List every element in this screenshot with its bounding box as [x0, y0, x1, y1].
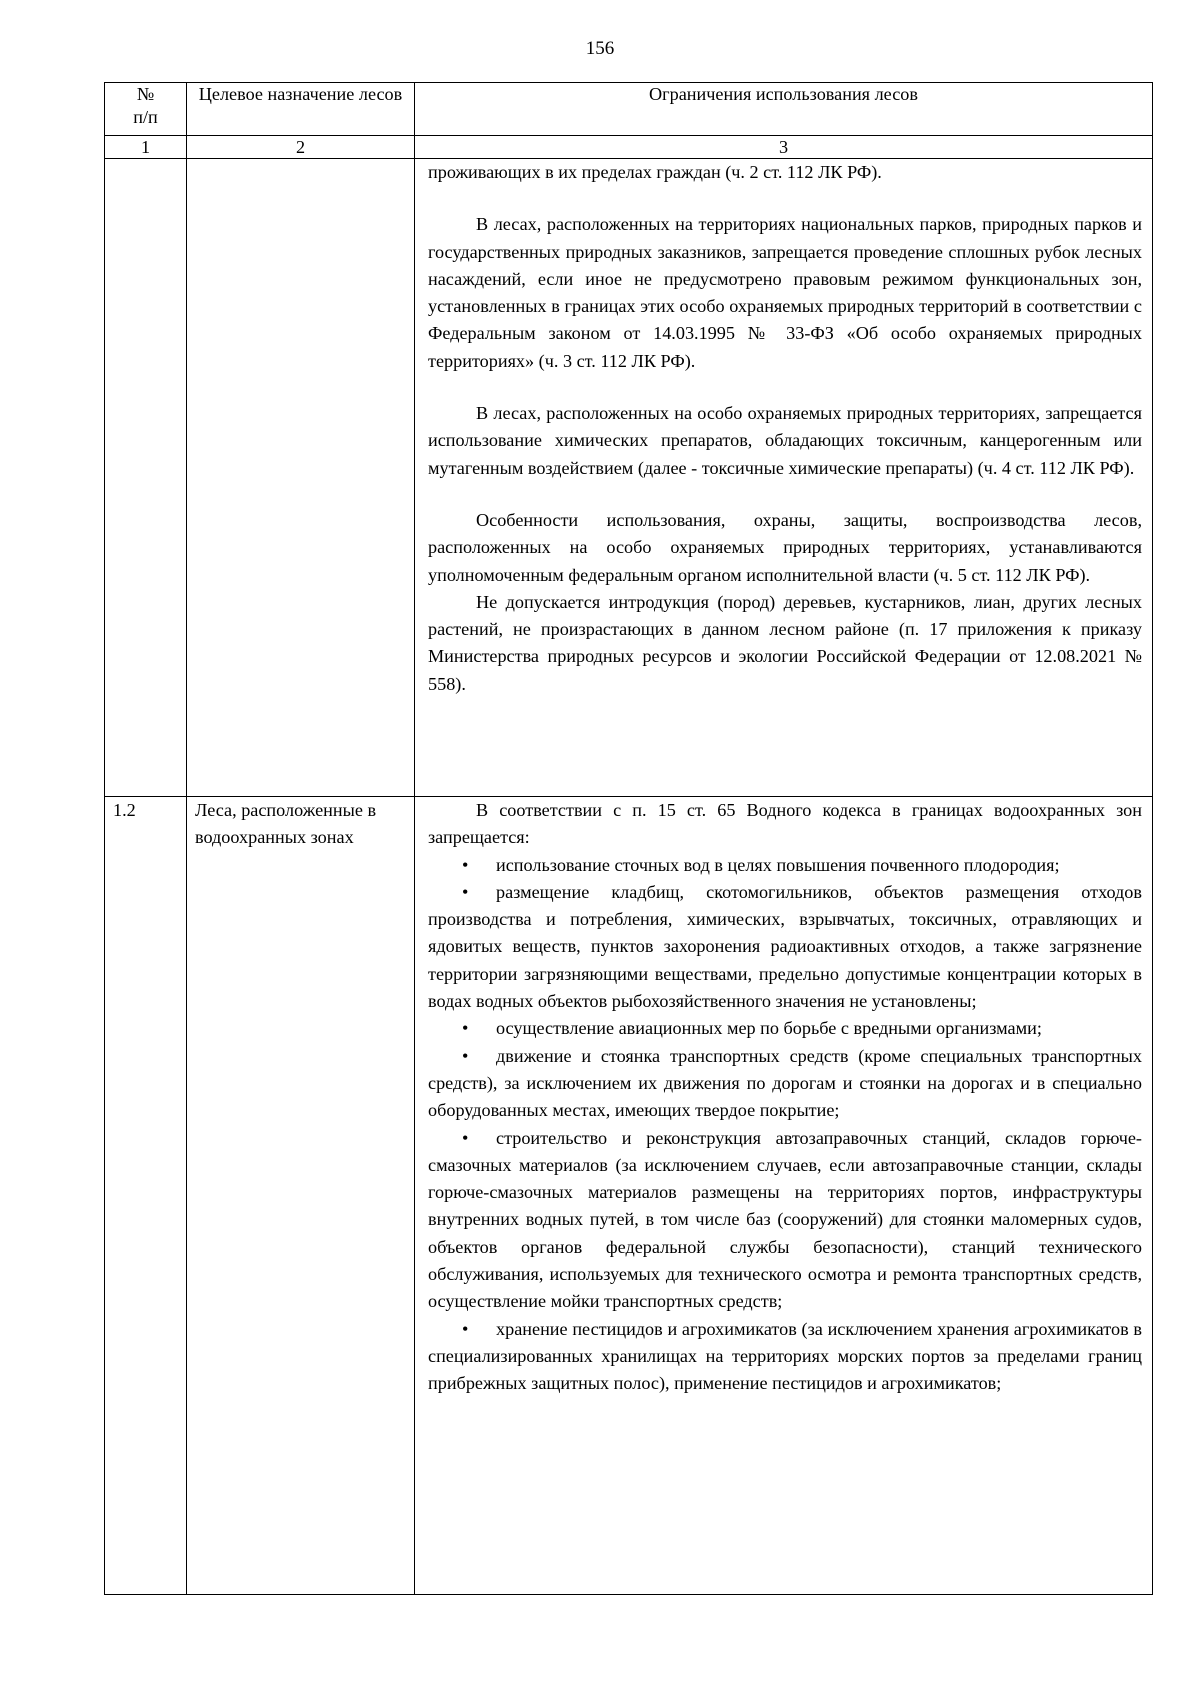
bullet-text: движение и стоянка транспортных средств (кроме специальных транспортных средств), за исключением их движения по дорогам и стоянки на дорогах и в специально оборудованных местах, имеющих твердое покрытие; — [428, 1045, 1142, 1121]
row-purpose: Леса, расположенные в водоохранных зонах — [187, 797, 415, 1595]
column-number-row — [105, 136, 1153, 159]
header-restrictions: Ограничения использования лесов — [415, 83, 1153, 136]
header-purpose: Целевое назначение лесов — [187, 83, 415, 136]
table-row — [105, 797, 1153, 1595]
row-restrictions — [415, 797, 1153, 1595]
row-number — [105, 159, 187, 797]
bullet-icon: • — [462, 1018, 469, 1039]
bullet-text: хранение пестицидов и агрохимикатов (за исключением хранения агрохимикатов в специализированных хранилищах на территориях морских портов за пределами границ прибрежных защитных полос), применение пестицидов и агрохимикатов; — [428, 1318, 1142, 1394]
bullet-icon: • — [462, 1045, 469, 1066]
row-restrictions — [415, 159, 1153, 797]
bullet-item — [428, 852, 1142, 879]
column-number: 1 — [105, 136, 187, 159]
bullet-item — [428, 1125, 1142, 1316]
bullet-icon: • — [462, 881, 469, 902]
paragraph: В лесах, расположенных на особо охраняемых природных территориях, запрещается использование химических препаратов, обладающих токсичным, канцерогенным или мутагенным воздействием (далее - токсичные химические препараты) (ч. 4 ст. 112 ЛК РФ). — [428, 403, 1142, 478]
page-number: 156 — [585, 38, 615, 59]
bullet-item — [428, 1043, 1142, 1125]
header-num: № п/п — [105, 83, 187, 136]
bullet-icon: • — [462, 1318, 469, 1339]
table-header-row — [105, 83, 1153, 136]
bullet-item — [428, 1015, 1142, 1042]
paragraph: проживающих в их пределах граждан (ч. 2 ст. 112 ЛК РФ). — [428, 162, 882, 182]
bullet-text: строительство и реконструкция автозаправочных станций, складов горюче-смазочных материалов (за исключением случаев, если автозаправочные станции, склады горюче-смазочных материалов размещены на территориях портов, инфраструктуры внутренних водных путей, в том числе баз (сооружений) для стоянки маломерных судов, объектов органов федеральной службы безопасности), станций технического обслуживания, используемых для технического осмотра и ремонта транспортных средств, осуществление мойки транспортных средств; — [428, 1127, 1142, 1312]
restrictions-table — [104, 82, 1153, 1595]
paragraph: Особенности использования, охраны, защиты, воспроизводства лесов, расположенных на особо охраняемых природных территориях, устанавливаются уполномоченным федеральным органом исполнительной власти (ч. 5 ст. 112 ЛК РФ). — [428, 509, 1142, 585]
column-number: 3 — [415, 136, 1153, 159]
column-number: 2 — [187, 136, 415, 159]
paragraph: Не допускается интродукция (пород) деревьев, кустарников, лиан, других лесных растений, не произрастающих в данном лесном районе (п. 17 приложения к приказу Министерства природных ресурсов и экологии Российской Федерации от 12.08.2021 № 558). — [428, 591, 1142, 694]
row-number: 1.2 — [105, 797, 187, 1595]
bullet-text: осуществление авиационных мер по борьбе с вредными организмами; — [496, 1018, 1042, 1039]
paragraph: В соответствии с п. 15 ст. 65 Водного кодекса в границах водоохранных зон запрещается: — [428, 800, 1142, 848]
bullet-item — [428, 879, 1142, 1015]
row-purpose — [187, 159, 415, 797]
table-row — [105, 159, 1153, 797]
bullet-text: размещение кладбищ, скотомогильников, объектов размещения отходов производства и потребления, химических, взрывчатых, токсичных, отравляющих и ядовитых веществ, пунктов захоронения радиоактивных отходов, а также загрязнение территории загрязняющими веществами, предельно допустимые концентрации которых в водах водных объектов рыбохозяйственного значения не установлены; — [428, 881, 1142, 1012]
bullet-text: использование сточных вод в целях повышения почвенного плодородия; — [496, 854, 1060, 875]
bullet-icon: • — [462, 1127, 469, 1148]
bullet-icon: • — [462, 854, 469, 875]
paragraph: В лесах, расположенных на территориях национальных парков, природных парков и государственных природных заказников, запрещается проведение сплошных рубок лесных насаждений, если иное не предусмотрено правовым режимом функциональных зон, установленных в границах этих особо охраняемых природных территорий в соответствии с Федеральным законом от 14.03.1995 № 33-ФЗ «Об особо охраняемых природных территориях» (ч. 3 ст. 112 ЛК РФ). — [428, 214, 1142, 371]
bullet-item — [428, 1316, 1142, 1398]
